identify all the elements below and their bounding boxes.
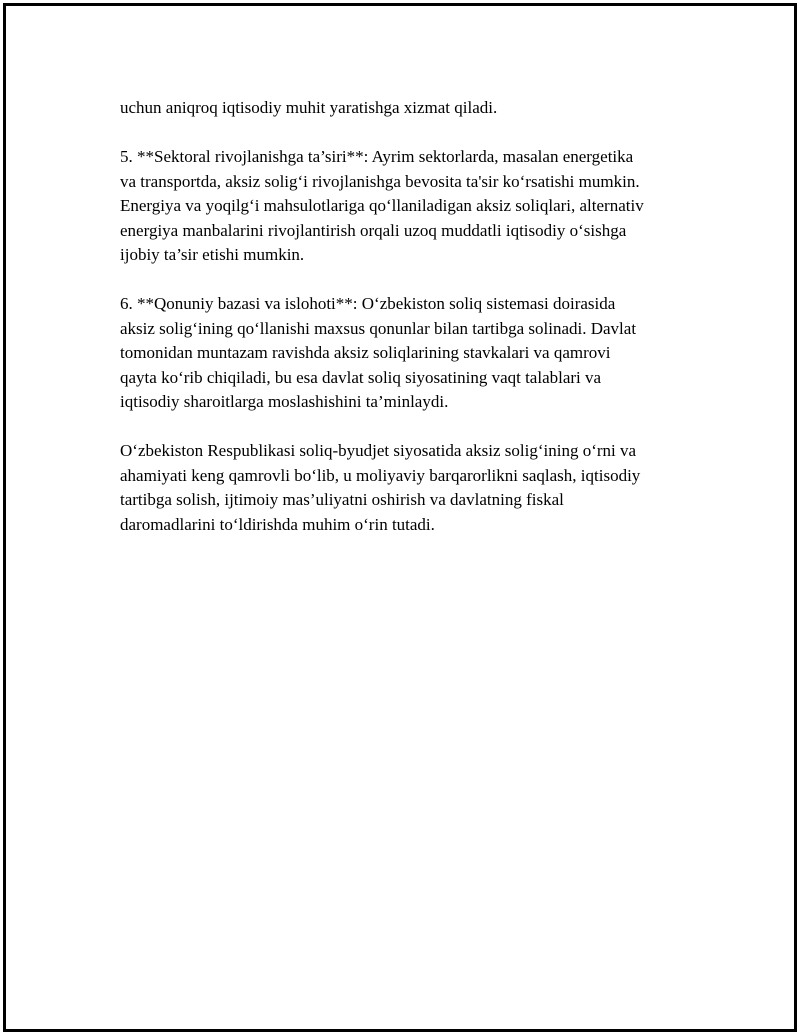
text-line: daromadlarini to‘ldirishda muhim o‘rin tutadi. <box>120 514 435 534</box>
document-body <box>120 96 710 562</box>
paragraph-legal-basis <box>120 292 710 415</box>
text-line: tartibga solish, ijtimoiy mas’uliyatni oshirish va davlatning fiskal <box>120 490 564 509</box>
text-line: Energiya va yoqilg‘i mahsulotlariga qo‘llaniladigan aksiz soliqlari, alternativ <box>120 196 644 215</box>
text-line: tomonidan muntazam ravishda aksiz soliqlarining stavkalari va qamrovi <box>120 343 611 362</box>
text-line: ijobiy ta’sir etishi mumkin. <box>120 245 305 264</box>
text-line: ahamiyati keng qamrovli bo‘lib, u moliyaviy barqarorlikni saqlash, iqtisodiy <box>120 465 641 485</box>
text-line: iqtisodiy sharoitlarga moslashishini ta’minlaydi. <box>120 392 449 411</box>
text-line: va transportda, aksiz solig‘i rivojlanishga bevosita ta'sir ko‘rsatishi mumkin. <box>120 171 640 191</box>
text-line: qayta ko‘rib chiqiladi, bu esa davlat soliq siyosatining vaqt talablari va <box>120 367 602 387</box>
text-line: uchun aniqroq iqtisodiy muhit yaratishga xizmat qiladi. <box>120 98 498 117</box>
page-frame <box>3 3 797 1032</box>
text-line: aksiz solig‘ining qo‘llanishi maxsus qonunlar bilan tartibga solinadi. Davlat <box>120 318 637 338</box>
text-line: O‘zbekiston Respublikasi soliq-byudjet siyosatida aksiz solig‘ining o‘rni va <box>120 441 637 460</box>
paragraph-conclusion <box>120 439 710 537</box>
text-line: energiya manbalarini rivojlantirish orqali uzoq muddatli iqtisodiy o‘sishga <box>120 220 627 240</box>
paragraph-continuation <box>120 96 710 121</box>
paragraph-sectoral-development <box>120 145 710 268</box>
text-line: 5. **Sektoral rivojlanishga ta’siri**: Ayrim sektorlarda, masalan energetika <box>120 147 634 166</box>
text-line: 6. **Qonuniy bazasi va islohoti**: O‘zbekiston soliq sistemasi doirasida <box>120 294 616 313</box>
